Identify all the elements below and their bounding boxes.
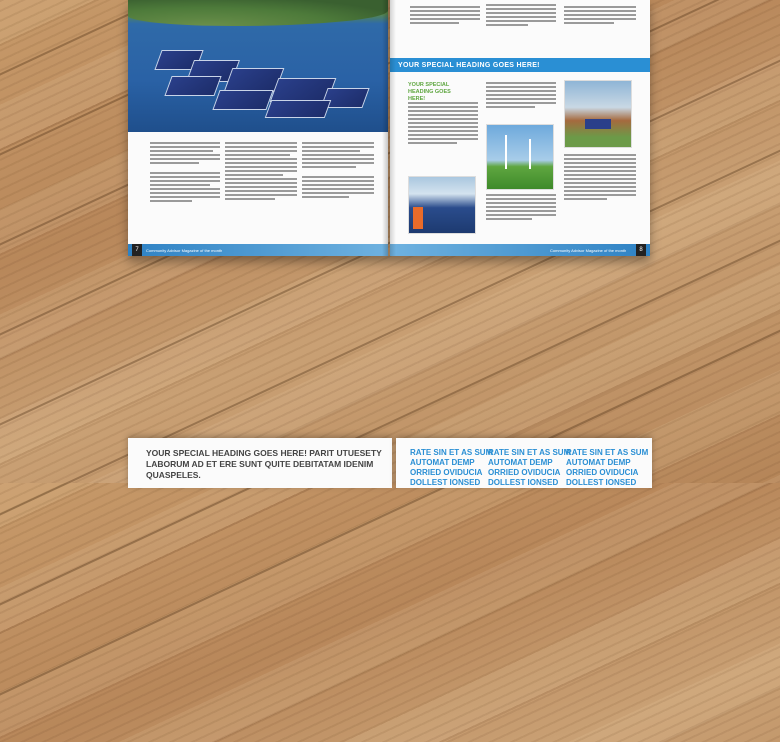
section-heading-bar (390, 58, 650, 72)
solar-farm-photo (128, 0, 388, 132)
left-page (128, 0, 388, 256)
right-top-column-3 (564, 4, 636, 26)
turbine-tower (529, 139, 531, 169)
solar-panel (212, 90, 273, 110)
home-solar-panel (585, 119, 611, 129)
right-top-column-2 (486, 2, 556, 28)
left-footer-text: Community Advisor Magazine of the month (146, 248, 223, 253)
wood-plank-line (0, 275, 780, 742)
text-column-1 (150, 140, 220, 204)
solar-worker-photo (408, 176, 476, 234)
bottom-column-line: RATE SIN ET AS SUM (410, 448, 493, 457)
bottom-column-line: ORRIED OVIDUCIA (488, 468, 561, 477)
bottom-column-3 (566, 448, 648, 488)
bottom-heading: YOUR SPECIAL HEADING GOES HERE! PARIT UTUESETY LABORUM AD ET ERE SUNT QUITE DEBITATAM IDENIM QUASPELES. (146, 448, 382, 480)
right-page (390, 0, 650, 256)
right-column-1 (408, 100, 478, 146)
family-house-photo (564, 80, 632, 148)
bottom-column-line: DOLLEST IONSED (488, 478, 559, 487)
bottom-column-2 (488, 448, 570, 488)
turbine-tower (505, 135, 507, 169)
left-page-number: 7 (132, 244, 142, 256)
right-column-2b (486, 192, 556, 222)
bottom-column-line: DOLLEST IONSED (410, 478, 481, 487)
bottom-column-line: RATE SIN ET AS SUM (566, 448, 649, 457)
bottom-column-line: ORRIED OVIDUCIA (566, 468, 639, 477)
bottom-column-line: AUTOMAT DEMP (566, 458, 631, 467)
bottom-column-line: AUTOMAT DEMP (488, 458, 553, 467)
right-page-number: 8 (636, 244, 646, 256)
magazine-spread (128, 0, 650, 256)
solar-panel (265, 100, 332, 118)
wind-turbine-photo (486, 124, 554, 190)
text-column-2 (225, 140, 297, 202)
spine-shadow (382, 0, 396, 256)
bottom-column-line: DOLLEST IONSED (566, 478, 637, 487)
bottom-left-page (128, 438, 392, 488)
green-subheading: YOUR SPECIAL HEADING GOES HERE! (408, 82, 451, 102)
bottom-column-line: AUTOMAT DEMP (410, 458, 475, 467)
right-column-3 (564, 152, 636, 202)
bottom-column-line: ORRIED OVIDUCIA (410, 468, 483, 477)
right-footer-text: Community Advisor Magazine of the month (550, 248, 627, 253)
solar-panel (164, 76, 221, 96)
hillside (128, 0, 388, 26)
bottom-column-line: RATE SIN ET AS SUM (488, 448, 571, 457)
bottom-column-1 (410, 448, 492, 488)
worker-figure (413, 207, 423, 229)
bottom-right-page (396, 438, 652, 488)
section-heading: YOUR SPECIAL HEADING GOES HERE! (398, 62, 540, 69)
text-column-3 (302, 140, 374, 200)
right-column-2 (486, 80, 556, 110)
right-top-column-1 (410, 4, 480, 26)
